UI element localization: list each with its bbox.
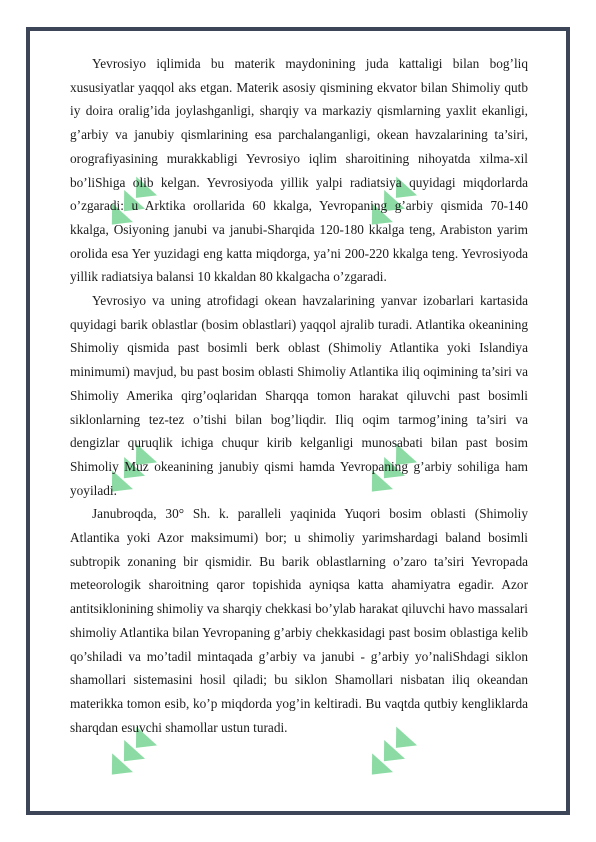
paragraph: Yevrosiyo va uning atrofidagi okean havzalarining yanvar izobarlari kartasida quyidagi barik oblastlar (bosim oblastlari) yaqqol ajralib turadi. Atlantika okeanining Shimoliy qismida past bosimli berk oblast (Shimoliy Atlantika yoki Islandiya minimumi) mavjud, bu past bosim oblasti Shimoliy Atlantika iliq oqimining ta’siri va Shimoliy Amerika qirg’oqlaridan Sharqqa tomon harakat qiluvchi past bosimli siklonlarning tez-tez o’tishi bilan bog’liqdir. Iliq oqim tarmog’ining ta’siri va dengizlar quruqlik ichiga chuqur kirib kelganligi munosabati bilan past bosim Shimoliy Muz okeanining janubiy qismi hamda Yevropaning g’arbiy sohiliga ham yoyiladi. — [70, 293, 528, 498]
document-body — [70, 52, 528, 739]
paragraph: Yevrosiyo iqlimida bu materik maydonining juda kattaligi bilan bog’liq xususiyatlar yaqqol aks etgan. Materik asosiy qismining ekvator bilan Shimoliy qutb iy doira oralig’ida joylashganligi, sharqiy va markaziy qismlarning yaxlit ekanligi, g’arbiy va janubiy qismlarining esa parchalanganligi, okean havzalarining ta’siri, orografiyasining murakkabligi Yevrosiyo iqlim sharoitining nihoyatda xilma-xil bo’liShiga olib kelgan. Yevrosiyoda yillik yalpi radiatsiya quyidagi miqdorlarda o’zgaradi: u Arktika orollarida 60 kkalga, Yevropaning g’arbiy qismida 70-140 kkalga, Osiyoning janubi va janubi-Sharqida 120-180 kkalga teng, Arabiston yarim orolida esa Yer yuzidagi eng katta miqdorga, ya’ni 200-220 kkalga teng. Yevrosiyoda yillik radiatsiya balansi 10 kkaldan 80 kkalgacha o’zgaradi. — [70, 56, 528, 285]
paragraph: Janubroqda, 30° Sh. k. paralleli yaqinida Yuqori bosim oblasti (Shimoliy Atlantika yoki Azor maksimumi) bor; u shimoliy yarimshardagi baland bosimli subtropik zonaning bir qismidir. Bu barik oblastlarning o’zaro ta’siri Yevropada meteorologik sharoitning qaror topishida ayniqsa katta ahamiyatra egadir. Azor antitsiklonining shimoliy va sharqiy chekkasi bo’ylab harakat qiluvchi havo massalari shimoliy Atlantika bilan Yevropaning g’arbiy chekkasidagi past bosim oblastiga kelib qo’shiladi va mo’tadil mintaqada g’arbiy va janubi - g’arbiy yo’naliShdagi siklon shamollari sistemasini hosil qiladi; bu siklon Shamollari nisbatan iliq okeandan materikka tomon esib, ko’p miqdorda yog’in keltiradi. Bu vaqtda qutbiy kengliklarda sharqdan esuvchi shamollar ustun turadi. — [70, 506, 528, 735]
